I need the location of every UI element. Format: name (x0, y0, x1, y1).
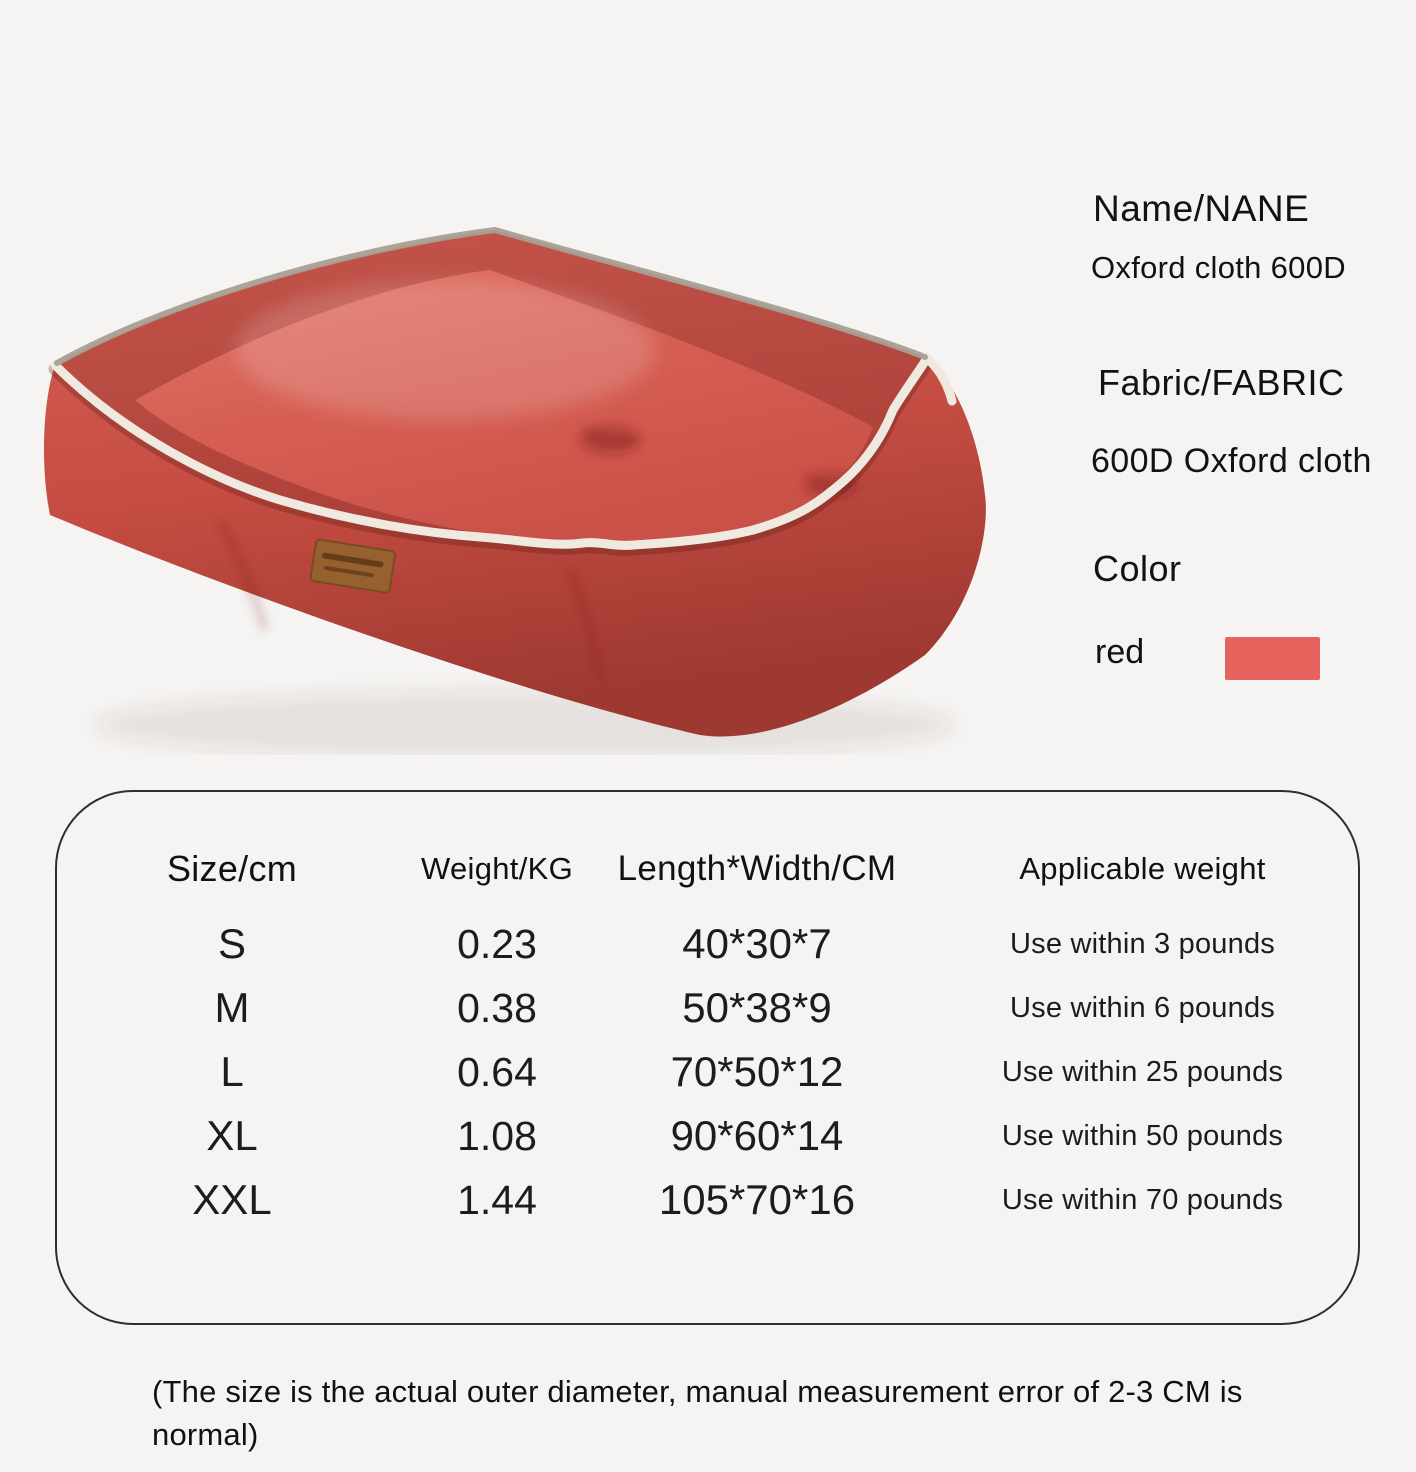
cell-dimensions: 90*60*14 (670, 1112, 844, 1159)
pet-bed-illustration (25, 185, 995, 755)
pet-bed-photo (25, 185, 995, 755)
table-row (57, 912, 1358, 976)
table-row (57, 1168, 1358, 1232)
column-header-weight: Weight/KG (420, 851, 574, 886)
size-table-header-row (57, 848, 1358, 890)
measurement-note: (The size is the actual outer diameter, manual measurement error of 2-3 CM is normal) (152, 1374, 1243, 1453)
fabric-value: 600D Oxford cloth (1091, 442, 1372, 480)
color-name: red (1095, 633, 1145, 671)
table-row (57, 1040, 1358, 1104)
cell-dimensions: 50*38*9 (682, 984, 832, 1031)
cell-applicable: Use within 50 pounds (1001, 1119, 1284, 1152)
name-value: Oxford cloth 600D (1091, 250, 1346, 285)
tuft-dimple (580, 425, 640, 455)
cell-dimensions: 105*70*16 (658, 1176, 856, 1223)
fabric-label: Fabric/FABRIC (1098, 362, 1345, 403)
size-table-body (57, 912, 1358, 1232)
column-header-applicable: Applicable weight (1019, 851, 1266, 886)
cell-applicable: Use within 70 pounds (1001, 1183, 1284, 1216)
cell-weight: 1.08 (457, 1112, 537, 1159)
cell-dimensions: 40*30*7 (682, 920, 832, 967)
cell-size: S (217, 920, 246, 967)
cell-size: M (214, 984, 250, 1031)
table-row (57, 1104, 1358, 1168)
cell-weight: 0.23 (457, 920, 537, 967)
cell-applicable: Use within 3 pounds (1010, 927, 1275, 960)
column-header-size: Size/cm (166, 848, 298, 889)
cell-size: L (220, 1048, 244, 1095)
cell-applicable: Use within 25 pounds (1001, 1055, 1284, 1088)
size-table-card (55, 790, 1360, 1325)
cell-size: XL (206, 1112, 258, 1159)
table-row (57, 976, 1358, 1040)
column-header-dimensions: Length*Width/CM (617, 849, 897, 888)
color-label: Color (1093, 548, 1182, 589)
color-swatch (1225, 637, 1320, 680)
name-label: Name/NANE (1093, 188, 1310, 229)
cell-size: XXL (192, 1176, 272, 1223)
cell-applicable: Use within 6 pounds (1010, 991, 1275, 1024)
cell-weight: 1.44 (457, 1176, 537, 1223)
cell-weight: 0.38 (457, 984, 537, 1031)
cushion-highlight (235, 280, 655, 420)
cell-dimensions: 70*50*12 (670, 1048, 844, 1095)
cell-weight: 0.64 (457, 1048, 537, 1095)
